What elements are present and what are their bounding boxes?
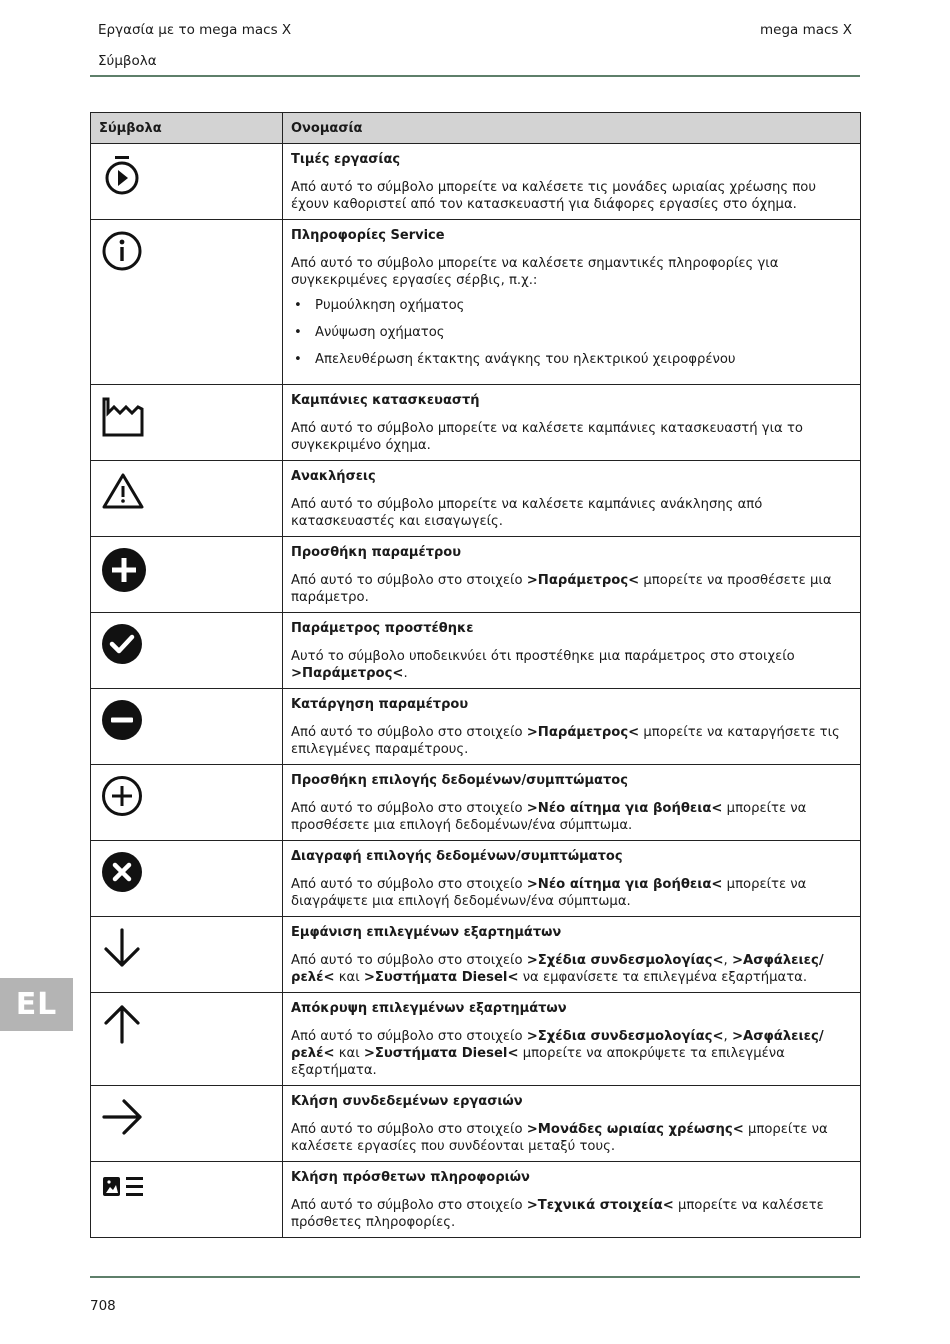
header-rule (90, 75, 860, 77)
factory-icon (101, 395, 145, 439)
symbol-description (291, 876, 852, 910)
bullet-list (291, 297, 852, 368)
symbol-description (291, 1028, 852, 1079)
table-row (91, 385, 861, 461)
description-cell (283, 461, 861, 537)
symbol-description (291, 179, 852, 213)
text-segment: , (723, 1029, 732, 1044)
text-segment: μπορείτε να προσθέσετε μια επιλογή δεδομένων/ένα σύμπτωμα. (291, 801, 807, 833)
arrow-right-icon (101, 1096, 145, 1138)
description-cell (283, 537, 861, 613)
symbol-cell (91, 917, 283, 993)
symbol-title: Παράμετρος προστέθηκε (291, 621, 474, 636)
ui-reference: >Ασφάλειες/ρελέ< (291, 1029, 824, 1061)
stopwatch-icon (101, 154, 143, 196)
table-row (91, 841, 861, 917)
ui-reference: >Παράμετρος< (291, 666, 404, 681)
header-section: Σύμβολα (98, 53, 157, 69)
symbol-cell (91, 1162, 283, 1238)
text-segment: μπορείτε να καταργήσετε τις επιλεγμένες παραμέτρους. (291, 725, 840, 757)
ui-reference: >Σχέδια συνδεσμολογίας< (526, 953, 724, 968)
symbol-cell (91, 220, 283, 385)
symbol-cell (91, 537, 283, 613)
symbol-description (291, 572, 852, 606)
table-row (91, 993, 861, 1086)
symbol-cell (91, 841, 283, 917)
text-segment: Από αυτό το σύμβολο μπορείτε να καλέσετε καμπάνιες κατασκευαστή για το συγκεκριμένο όχημα. (291, 421, 803, 453)
text-segment: μπορείτε να καλέσετε εργασίες που συνδέονται μεταξύ τους. (291, 1122, 828, 1154)
table-row (91, 144, 861, 220)
table-row (91, 461, 861, 537)
text-segment: Από αυτό το σύμβολο στο στοιχείο (291, 1122, 527, 1137)
header-product: mega macs X (759, 22, 852, 38)
ui-reference: >Σχέδια συνδεσμολογίας< (526, 1029, 724, 1044)
symbol-title: Κλήση συνδεδεμένων εργασιών (291, 1094, 523, 1109)
ui-reference: >Παράμετρος< (526, 725, 640, 740)
text-segment: Από αυτό το σύμβολο στο στοιχείο (291, 877, 527, 892)
arrow-up-icon (101, 1003, 143, 1045)
symbol-cell (91, 144, 283, 220)
ui-reference: >Μονάδες ωριαίας χρέωσης< (526, 1122, 744, 1137)
symbol-title: Απόκρυψη επιλεγμένων εξαρτημάτων (291, 1001, 567, 1016)
symbol-description (291, 255, 852, 289)
symbol-description (291, 420, 852, 454)
text-segment: και (334, 1046, 364, 1061)
text-segment: μπορείτε να διαγράψετε μια επιλογή δεδομένων/ένα σύμπτωμα. (291, 877, 807, 909)
page-number: 708 (90, 1298, 116, 1314)
text-segment: Από αυτό το σύμβολο στο στοιχείο (291, 801, 527, 816)
table-row (91, 917, 861, 993)
symbol-cell (91, 765, 283, 841)
table-row (91, 689, 861, 765)
text-segment: και (334, 970, 364, 985)
symbol-title: Εμφάνιση επιλεγμένων εξαρτημάτων (291, 925, 562, 940)
symbol-cell (91, 689, 283, 765)
description-cell (283, 689, 861, 765)
table-row (91, 1086, 861, 1162)
info-icon (101, 230, 143, 272)
symbol-description (291, 1197, 852, 1231)
plus-circle-outline-icon (101, 775, 143, 817)
check-circle-filled-icon (101, 623, 143, 665)
text-segment: να εμφανίσετε τα επιλεγμένα εξαρτήματα. (518, 970, 808, 985)
minus-circle-filled-icon (101, 699, 143, 741)
symbol-cell (91, 385, 283, 461)
text-segment: Από αυτό το σύμβολο στο στοιχείο (291, 725, 527, 740)
symbol-cell (91, 1086, 283, 1162)
warning-triangle-icon (101, 471, 145, 511)
description-cell (283, 917, 861, 993)
symbol-description (291, 800, 852, 834)
language-tab: EL (0, 978, 73, 1031)
text-segment: μπορείτε να καλέσετε πρόσθετες πληροφορίες. (291, 1198, 824, 1230)
symbol-title: Κλήση πρόσθετων πληροφοριών (291, 1170, 530, 1185)
bullet-item: • Ρυμούλκηση οχήματος (291, 297, 852, 314)
ui-reference: >Ασφάλειες/ρελέ< (291, 953, 824, 985)
column-header-name: Ονομασία (283, 113, 861, 144)
text-segment: μπορείτε να προσθέσετε μια παράμετρο. (291, 573, 832, 605)
symbol-title: Κατάργηση παραμέτρου (291, 697, 469, 712)
description-cell (283, 1086, 861, 1162)
symbol-cell (91, 461, 283, 537)
ui-reference: >Συστήματα Diesel< (363, 1046, 519, 1061)
ui-reference: >Παράμετρος< (526, 573, 640, 588)
text-segment: Από αυτό το σύμβολο μπορείτε να καλέσετε σημαντικές πληροφορίες για συγκεκριμένες εργασίες σέρβις, π.χ.: (291, 256, 779, 288)
header-chapter: Εργασία με το mega macs X (98, 22, 292, 38)
table-header-row (91, 113, 861, 144)
text-segment: Από αυτό το σύμβολο στο στοιχείο (291, 573, 527, 588)
symbol-title: Προσθήκη παραμέτρου (291, 545, 462, 560)
table-row (91, 220, 861, 385)
ui-reference: >Συστήματα Diesel< (363, 970, 519, 985)
description-cell (283, 993, 861, 1086)
symbols-table (90, 112, 861, 1238)
plus-circle-filled-icon (101, 547, 147, 593)
symbol-title: Διαγραφή επιλογής δεδομένων/συμπτώματος (291, 849, 623, 864)
column-header-symbols: Σύμβολα (91, 113, 283, 144)
text-segment: Από αυτό το σύμβολο στο στοιχείο (291, 953, 527, 968)
x-circle-filled-icon (101, 851, 143, 893)
text-segment: Από αυτό το σύμβολο στο στοιχείο (291, 1198, 527, 1213)
symbol-title: Καμπάνιες κατασκευαστή (291, 393, 480, 408)
description-cell (283, 841, 861, 917)
symbol-description (291, 1121, 852, 1155)
text-segment: Από αυτό το σύμβολο μπορείτε να καλέσετε καμπάνιες ανάκλησης από κατασκευαστές και εισαγωγείς. (291, 497, 763, 529)
symbol-description (291, 648, 852, 682)
text-segment: Αυτό το σύμβολο υποδεικνύει ότι προστέθηκε μια παράμετρος στο στοιχείο (291, 649, 795, 664)
bullet-item: • Ανύψωση οχήματος (291, 324, 852, 341)
description-cell (283, 765, 861, 841)
text-segment: μπορείτε να αποκρύψετε τα επιλεγμένα εξαρτήματα. (291, 1046, 785, 1078)
text-segment: Από αυτό το σύμβολο μπορείτε να καλέσετε τις μονάδες ωριαίας χρέωσης που έχουν καθοριστεί από τον κατασκευαστή για διάφορες εργασίες στο όχημα. (291, 180, 816, 212)
arrow-down-icon (101, 927, 143, 969)
text-segment: . (403, 666, 408, 681)
bullet-item: • Απελευθέρωση έκτακτης ανάγκης του ηλεκτρικού χειροφρένου (291, 351, 852, 368)
description-cell (283, 385, 861, 461)
table-row (91, 537, 861, 613)
table-row (91, 613, 861, 689)
symbol-title: Ανακλήσεις (291, 469, 376, 484)
text-segment: Από αυτό το σύμβολο στο στοιχείο (291, 1029, 527, 1044)
ui-reference: >Νέο αίτημα για βοήθεια< (526, 877, 723, 892)
symbol-cell (91, 613, 283, 689)
symbol-cell (91, 993, 283, 1086)
description-cell (283, 144, 861, 220)
footer-rule (90, 1276, 860, 1278)
symbol-description (291, 496, 852, 530)
description-cell (283, 220, 861, 385)
symbol-title: Προσθήκη επιλογής δεδομένων/συμπτώματος (291, 773, 628, 788)
image-list-icon (101, 1172, 145, 1202)
symbol-description (291, 724, 852, 758)
ui-reference: >Νέο αίτημα για βοήθεια< (526, 801, 723, 816)
table-row (91, 765, 861, 841)
symbol-title: Τιμές εργασίας (291, 152, 401, 167)
ui-reference: >Τεχνικά στοιχεία< (526, 1198, 674, 1213)
table-row (91, 1162, 861, 1238)
symbol-title: Πληροφορίες Service (291, 228, 445, 243)
description-cell (283, 613, 861, 689)
description-cell (283, 1162, 861, 1238)
text-segment: , (723, 953, 732, 968)
symbol-description (291, 952, 852, 986)
